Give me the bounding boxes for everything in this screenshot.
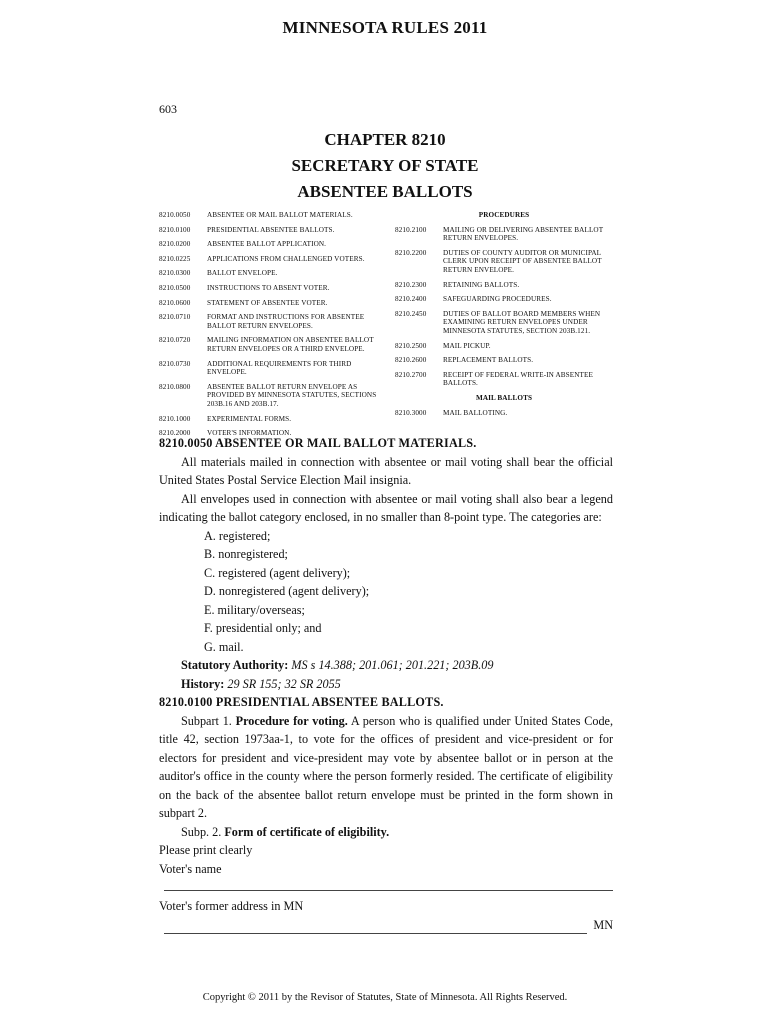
- toc-entry-number: 8210.0225: [159, 254, 191, 263]
- toc-entry-number: 8210.2700: [395, 370, 427, 379]
- toc-entry: [159, 255, 381, 264]
- toc-entry: [159, 415, 381, 424]
- toc-entry-number: 8210.0800: [159, 382, 191, 391]
- toc-entry-title: ABSENTEE BALLOT APPLICATION.: [207, 240, 327, 249]
- history-note: [159, 675, 613, 694]
- toc-entry-number: 8210.0300: [159, 269, 191, 278]
- history-label: History:: [181, 676, 225, 691]
- toc-entry: [395, 371, 613, 388]
- toc-entry: [395, 281, 613, 290]
- toc-entry-title: STATEMENT OF ABSENTEE VOTER.: [207, 298, 328, 307]
- toc-right-column: [395, 211, 613, 423]
- toc-entry: [159, 284, 381, 293]
- toc-entry-number: 8210.0720: [159, 336, 191, 345]
- toc-entry-title: FORMAT AND INSTRUCTIONS FOR ABSENTEE BALLOT RETURN ENVELOPES.: [207, 313, 365, 330]
- toc-entry-title: SAFEGUARDING PROCEDURES.: [443, 295, 552, 304]
- toc-entry-title: MAILING OR DELIVERING ABSENTEE BALLOT RETURN ENVELOPES.: [443, 225, 604, 243]
- toc-entry-title: VOTER'S INFORMATION.: [207, 429, 292, 438]
- toc-entry-title: EXPERIMENTAL FORMS.: [207, 414, 292, 423]
- category-item: C. registered (agent delivery);: [204, 565, 351, 580]
- toc-entry: [395, 249, 613, 275]
- toc-entry-number: 8210.2100: [395, 225, 427, 234]
- category-item: G. mail.: [204, 639, 244, 654]
- authority-citation: MS s 14.388; 201.061; 201.221; 203B.09: [291, 658, 494, 672]
- toc-heading-procedures: PROCEDURES: [478, 211, 530, 219]
- toc-entry-number: 8210.0200: [159, 240, 191, 249]
- subpart-label: Subp. 2.: [181, 824, 222, 839]
- form-field-label: Voter's former address in MN: [159, 899, 304, 913]
- toc-entry: [159, 336, 381, 353]
- form-instruction: Please print clearly: [159, 843, 253, 857]
- subpart-title: Procedure for voting.: [235, 713, 348, 728]
- toc-entry-number: 8210.0730: [159, 359, 191, 368]
- toc-entry-number: 8210.0500: [159, 283, 191, 292]
- category-item: D. nonregistered (agent delivery);: [204, 584, 370, 598]
- toc-entry-number: 8210.0050: [159, 211, 191, 219]
- toc-left-column: [159, 211, 381, 444]
- toc-entry-title: ABSENTEE BALLOT RETURN ENVELOPE AS PROVIDED BY MINNESOTA STATUTES, SECTIONS 203B.16 AND 203B.17.: [207, 382, 377, 408]
- page-number: 603: [159, 102, 177, 116]
- category-list: [159, 527, 613, 657]
- subpart-text: A person who is qualified under United States Code, title 42, section 1973aa-1, to vote for the offices of president and vice-president or for electors for president and vice-president may vote by absentee ballot or in person at the auditor's office in the county where the person formerly resided. The certificate of eligibility on the back of the absentee ballot return envelope must be printed in the form shown in subpart 2.: [159, 713, 613, 820]
- toc-entry-number: 8210.0710: [159, 313, 191, 322]
- subpart-paragraph: [159, 712, 613, 823]
- chapter-number: CHAPTER 8210: [324, 130, 446, 149]
- toc-entry: [395, 342, 613, 351]
- toc-entry: [159, 226, 381, 235]
- category-item: E. military/overseas;: [204, 602, 305, 617]
- subpart-title: Form of certificate of eligibility.: [224, 824, 390, 839]
- toc-entry-title: DUTIES OF BALLOT BOARD MEMBERS WHEN EXAMINING RETURN ENVELOPES UNDER MINNESOTA STATUTES, SECTION 203B.121.: [443, 309, 601, 335]
- paragraph: All envelopes used in connection with absentee or mail voting shall also bear a legend indicating the ballot category enclosed, in no smaller than 8-point type. The categories are:: [159, 491, 613, 524]
- toc-entry-title: ABSENTEE OR MAIL BALLOT MATERIALS.: [207, 211, 353, 219]
- toc-entry-title: MAIL PICKUP.: [443, 341, 491, 350]
- chapter-heading: [0, 127, 770, 205]
- statutory-authority: [159, 656, 613, 675]
- address-suffix: MN: [593, 917, 613, 932]
- toc-entry: [395, 295, 613, 304]
- category-item: A. registered;: [204, 528, 271, 543]
- toc-entry-title: APPLICATIONS FROM CHALLENGED VOTERS.: [207, 254, 365, 263]
- rule-body: [159, 434, 613, 934]
- toc-entry-number: 8210.0600: [159, 298, 191, 307]
- running-header: MINNESOTA RULES 2011: [282, 18, 488, 37]
- blank-line-voter-name: [164, 878, 613, 891]
- toc-entry: [395, 356, 613, 365]
- toc-entry-title: RETAINING BALLOTS.: [443, 280, 520, 289]
- toc-entry-title: DUTIES OF COUNTY AUDITOR OR MUNICIPAL CLERK UPON RECEIPT OF ABSENTEE BALLOT RETURN ENVELOPE.: [443, 248, 602, 274]
- toc-entry: [159, 269, 381, 278]
- toc-entry: [395, 409, 613, 418]
- form-field-label: Voter's name: [159, 861, 222, 876]
- toc-entry-number: 8210.0100: [159, 225, 191, 234]
- toc-entry-title: INSTRUCTIONS TO ABSENT VOTER.: [207, 283, 330, 292]
- toc-entry-title: MAIL BALLOTING.: [443, 408, 508, 417]
- toc-entry: [159, 240, 381, 249]
- chapter-subject: ABSENTEE BALLOTS: [297, 182, 473, 201]
- toc-entry-number: 8210.3000: [395, 408, 427, 417]
- subpart-label: Subpart 1.: [181, 713, 232, 728]
- category-item: F. presidential only; and: [204, 621, 322, 635]
- toc-entry-number: 8210.2450: [395, 309, 427, 318]
- toc-entry-number: 8210.1000: [159, 414, 191, 423]
- toc-entry-title: BALLOT ENVELOPE.: [207, 269, 278, 278]
- toc-entry-number: 8210.2000: [159, 429, 191, 438]
- toc-entry-title: MAILING INFORMATION ON ABSENTEE BALLOT RETURN ENVELOPES OR A THIRD ENVELOPE.: [207, 336, 374, 353]
- toc-heading-mail-ballots: MAIL BALLOTS: [475, 393, 533, 402]
- section-heading: 8210.0050 ABSENTEE OR MAIL BALLOT MATERIALS.: [159, 436, 477, 450]
- authority-label: Statutory Authority:: [181, 658, 289, 672]
- toc-entry-title: PRESIDENTIAL ABSENTEE BALLOTS.: [207, 225, 335, 234]
- subpart-paragraph: [159, 823, 613, 842]
- section-heading: 8210.0100 PRESIDENTIAL ABSENTEE BALLOTS.: [159, 695, 444, 709]
- chapter-agency: SECRETARY OF STATE: [291, 156, 479, 175]
- toc-entry-number: 8210.2400: [395, 295, 427, 304]
- paragraph: All materials mailed in connection with absentee or mail voting shall bear the official United States Postal Service Election Mail insignia.: [159, 454, 613, 487]
- category-item: B. nonregistered;: [204, 547, 288, 561]
- toc-entry: [395, 226, 613, 243]
- toc-entry-number: 8210.2300: [395, 280, 427, 289]
- toc-entry: [159, 383, 381, 409]
- toc-entry: [159, 360, 381, 377]
- toc-entry: [159, 313, 381, 330]
- toc-entry: [159, 299, 381, 308]
- history-citation: 29 SR 155; 32 SR 2055: [227, 676, 341, 691]
- blank-line-address: [164, 921, 587, 934]
- toc-entry-title: ADDITIONAL REQUIREMENTS FOR THIRD ENVELOPE.: [207, 359, 352, 377]
- toc-entry: [395, 310, 613, 336]
- toc-entry-title: RECEIPT OF FEDERAL WRITE-IN ABSENTEE BALLOTS.: [443, 370, 594, 388]
- toc-entry-number: 8210.2600: [395, 356, 427, 365]
- address-row: [159, 916, 613, 935]
- toc-entry: [159, 211, 381, 220]
- copyright-footer: Copyright © 2011 by the Revisor of Statutes, State of Minnesota. All Rights Reserved.: [202, 992, 568, 1003]
- toc-entry-title: REPLACEMENT BALLOTS.: [443, 356, 534, 365]
- toc-entry-number: 8210.2200: [395, 248, 427, 257]
- toc-entry-number: 8210.2500: [395, 341, 427, 350]
